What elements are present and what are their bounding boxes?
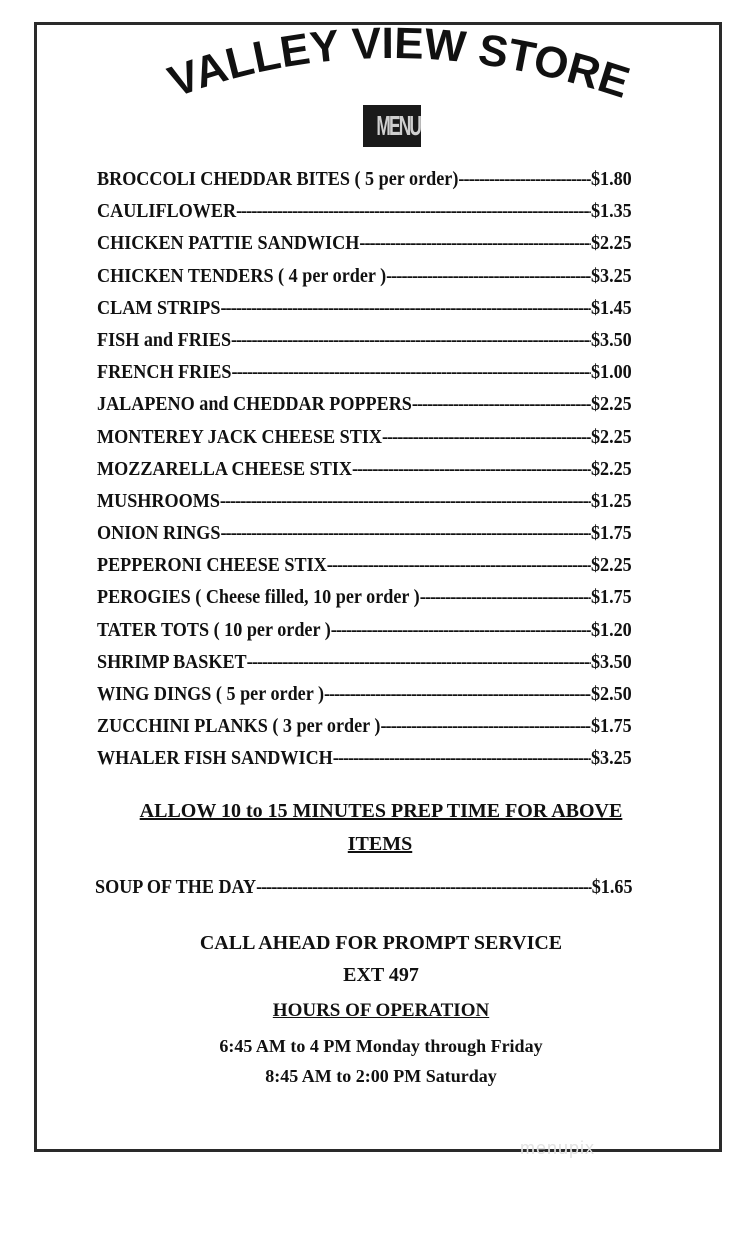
menu-item [97, 362, 632, 394]
menu-item [97, 298, 632, 330]
menu-item-name: SHRIMP BASKET [97, 651, 247, 673]
menu-item-name: WING DINGS ( 5 per order ) [97, 684, 325, 705]
menu-item-name: CAULIFLOWER [97, 201, 237, 223]
menu-page [34, 22, 722, 1152]
menu-item [97, 330, 632, 362]
menu-item [97, 652, 632, 684]
menu-item-name: JALAPENO and CHEDDAR POPPERS [97, 394, 412, 416]
call-ahead-note [37, 927, 725, 991]
menu-item-price: $1.35 [590, 201, 632, 223]
menu-item-leader [412, 394, 591, 416]
menu-badge-text: MENU [376, 110, 421, 141]
hours-saturday: 8:45 AM to 2:00 PM Saturday [265, 1066, 497, 1086]
call-ahead-extension: EXT 497 [343, 964, 419, 986]
menu-item-leader [420, 587, 591, 609]
menu-item-price: $2.25 [590, 233, 632, 255]
menu-item-leader [331, 620, 591, 642]
menu-item [97, 201, 632, 233]
menu-item-name: CHICKEN TENDERS ( 4 per order ) [97, 265, 387, 287]
hours-weekday: 6:45 AM to 4 PM Monday through Friday [219, 1036, 543, 1056]
menu-item-name: FISH and FRIES [97, 329, 232, 351]
soup-price: $1.65 [591, 877, 633, 898]
menu-item-price: $2.25 [590, 555, 632, 577]
store-title-text: VALLEY VIEW STORE [162, 25, 636, 108]
menu-item-price: $3.25 [590, 748, 632, 770]
soup-leader [256, 877, 592, 899]
menu-item-leader [458, 169, 591, 191]
menu-item-price: $1.75 [590, 523, 632, 545]
menu-item-leader [333, 748, 591, 770]
menu-item-price: $1.80 [590, 169, 632, 190]
menu-item [97, 555, 632, 587]
menu-item [97, 266, 632, 298]
menu-item [97, 716, 632, 748]
menu-item-leader [386, 266, 591, 288]
menu-item [97, 587, 632, 619]
menu-item-price: $3.50 [590, 651, 632, 673]
menu-item-name: CLAM STRIPS [97, 297, 221, 319]
menu-item-name: MUSHROOMS [97, 490, 220, 512]
menu-item-leader [220, 298, 591, 320]
menu-item-name: ZUCCHINI PLANKS ( 3 per order ) [97, 716, 381, 738]
menu-item-leader [236, 201, 591, 223]
prep-time-note [37, 795, 725, 861]
menu-item-name: MOZZARELLA CHEESE STIX [97, 458, 352, 480]
menu-item [97, 684, 632, 716]
menu-item-name: PEROGIES ( Cheese filled, 10 per order ) [97, 587, 420, 609]
menu-item [97, 620, 632, 652]
menu-item-price: $2.25 [590, 458, 632, 480]
prep-note-line-1: ALLOW 10 to 15 MINUTES PREP TIME FOR ABOVE [139, 800, 623, 822]
menu-item-name: FRENCH FRIES [97, 362, 232, 384]
menu-item-price: $2.50 [590, 684, 632, 705]
menu-item-leader [382, 427, 591, 449]
menu-item [97, 394, 632, 426]
menu-item-price: $2.25 [590, 394, 632, 416]
menu-item-price: $1.20 [590, 619, 632, 641]
prep-note-line-2: ITEMS [347, 833, 413, 855]
menu-item-price: $1.00 [590, 362, 632, 384]
menu-item-price: $3.25 [590, 265, 632, 287]
menu-item-name: MONTEREY JACK CHEESE STIX [97, 426, 383, 448]
call-ahead-line-1: CALL AHEAD FOR PROMPT SERVICE [199, 932, 563, 954]
menu-item [97, 233, 632, 265]
menu-item [97, 491, 632, 523]
menu-item-leader [380, 716, 590, 738]
store-title [162, 25, 635, 108]
watermark: menupix [520, 1138, 596, 1158]
menu-item-leader [327, 555, 591, 577]
menu-item-name: PEPPERONI CHEESE STIX [97, 555, 327, 577]
menu-item-name: BROCCOLI CHEDDAR BITES ( 5 per order) [97, 169, 459, 190]
menu-item-leader [324, 684, 591, 706]
menu-item-price: $1.75 [590, 716, 632, 738]
menu-item-leader [220, 491, 591, 513]
menu-item-name: ONION RINGS [97, 523, 221, 545]
menu-item-price: $2.25 [590, 426, 632, 448]
menu-item-list [97, 169, 672, 781]
menu-item-price: $3.50 [590, 329, 632, 351]
menu-item-leader [231, 330, 591, 352]
soup-name: SOUP OF THE DAY [95, 877, 257, 898]
menu-item-leader [247, 652, 591, 674]
menu-item [97, 459, 632, 491]
menu-item-name: WHALER FISH SANDWICH [97, 748, 333, 770]
hours-of-operation [37, 1031, 725, 1091]
menu-item-leader [220, 523, 591, 545]
menu-item-name: CHICKEN PATTIE SANDWICH [97, 233, 360, 255]
menu-item-name: TATER TOTS ( 10 per order ) [97, 619, 331, 641]
menu-item [97, 427, 632, 459]
menu-item-leader [359, 233, 591, 255]
menu-badge [363, 105, 421, 147]
menu-item-price: $1.25 [590, 490, 632, 512]
menu-item-leader [352, 459, 591, 481]
soup-of-the-day [95, 877, 633, 909]
menu-item-leader [232, 362, 591, 384]
menu-item [97, 169, 632, 201]
menu-item [97, 523, 632, 555]
menu-item [97, 748, 632, 780]
hours-title: HOURS OF OPERATION [272, 1000, 490, 1021]
menu-item-price: $1.75 [590, 587, 632, 609]
menu-item-price: $1.45 [590, 297, 632, 319]
